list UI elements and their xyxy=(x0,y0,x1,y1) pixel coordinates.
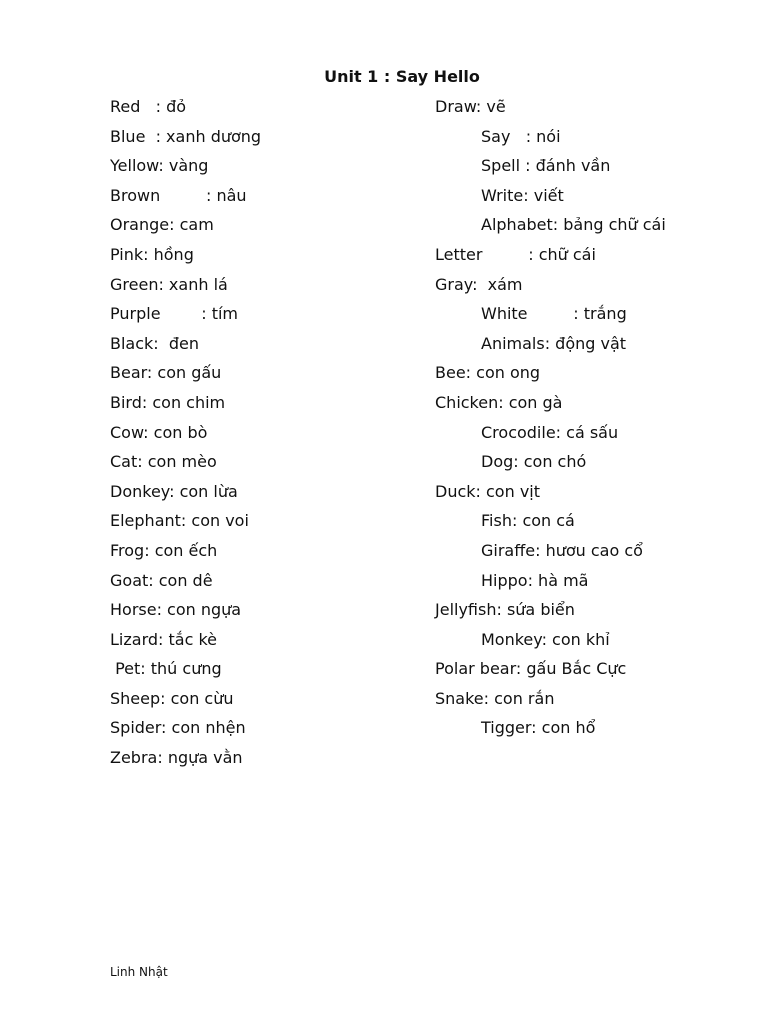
vocab-item: Gray: xám xyxy=(435,274,523,294)
vocab-item: Cow: con bò xyxy=(110,422,208,442)
vocab-item: Alphabet: bảng chữ cái xyxy=(481,215,666,235)
vocab-item: Elephant: con voi xyxy=(110,511,249,531)
vocab-item: Pet: thú cưng xyxy=(110,659,222,679)
vocab-item: White : trắng xyxy=(481,304,627,324)
vocab-item: Letter : chữ cái xyxy=(435,244,596,264)
vocab-item: Jellyfish: sứa biển xyxy=(435,600,575,620)
vocab-item: Horse: con ngựa xyxy=(110,600,242,620)
vocab-item: Orange: cam xyxy=(110,215,214,235)
vocab-column-left xyxy=(110,96,261,777)
vocab-item: Tigger: con hổ xyxy=(481,718,596,738)
vocab-item: Say : nói xyxy=(481,126,561,146)
vocab-item: Brown : nâu xyxy=(110,185,247,205)
vocab-item: Blue : xanh dương xyxy=(110,126,262,146)
vocab-item: Spell : đánh vần xyxy=(481,156,611,176)
vocab-item: Frog: con ếch xyxy=(110,540,218,560)
vocab-item: Purple : tím xyxy=(110,304,238,324)
vocab-item: Donkey: con lừa xyxy=(110,481,238,501)
vocab-item: Write: viết xyxy=(481,185,564,205)
vocab-item: Polar bear: gấu Bắc Cực xyxy=(435,659,627,679)
vocab-item: Crocodile: cá sấu xyxy=(481,422,619,442)
vocab-item: Chicken: con gà xyxy=(435,392,563,412)
vocab-item: Draw: vẽ xyxy=(435,97,506,116)
vocab-item: Lizard: tắc kè xyxy=(110,629,217,649)
vocab-item: Sheep: con cừu xyxy=(110,688,234,708)
vocab-item: Zebra: ngựa vằn xyxy=(110,748,243,768)
vocab-item: Red : đỏ xyxy=(110,97,187,116)
vocab-item: Bee: con ong xyxy=(435,363,541,383)
vocab-item: Cat: con mèo xyxy=(110,452,217,472)
vocab-item: Dog: con chó xyxy=(481,452,587,472)
vocab-item: Spider: con nhện xyxy=(110,718,246,738)
page-title: Unit 1 : Say Hello xyxy=(324,67,480,86)
vocab-item: Monkey: con khỉ xyxy=(481,629,610,649)
vocab-item: Giraffe: hươu cao cổ xyxy=(481,540,643,560)
vocab-item: Bird: con chim xyxy=(110,392,226,412)
vocab-item: Duck: con vịt xyxy=(435,481,540,501)
vocab-item: Black: đen xyxy=(110,333,199,353)
vocab-item: Snake: con rắn xyxy=(435,688,555,708)
vocab-item: Hippo: hà mã xyxy=(481,570,589,590)
vocab-item: Green: xanh lá xyxy=(110,274,228,294)
vocab-item: Yellow: vàng xyxy=(110,156,209,176)
vocab-item: Fish: con cá xyxy=(481,511,575,531)
vocab-item: Pink: hồng xyxy=(110,244,194,264)
vocab-item: Bear: con gấu xyxy=(110,363,222,383)
vocab-item: Goat: con dê xyxy=(110,570,213,590)
footer-author: Linh Nhật xyxy=(110,965,168,979)
vocab-column-right xyxy=(435,96,666,747)
vocab-item: Animals: động vật xyxy=(481,333,627,353)
